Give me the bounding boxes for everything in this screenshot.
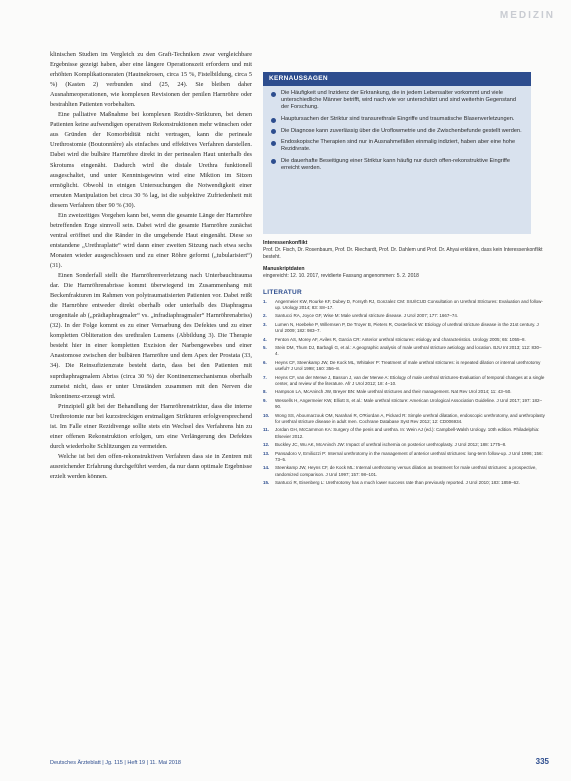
left-text-column [50, 50, 252, 482]
key-points-box [263, 72, 531, 234]
reference-text: Santucci RA, Joyce GF, Wise M: Male urethral stricture disease. J Urol 2007; 177: 1667–74. [275, 313, 459, 319]
reference-text: Heyns CF, van der Merwe J, Basson J, van der Merwe A: Etiology of male urethral strictures-Evaluation of temporal changes at a single center, and review of the literature. Afr J Urol 2012; 18: 4–10. [275, 374, 545, 386]
reference-item [263, 375, 545, 388]
reference-text: Lumen N, Hoebeke P, Willemsen P, De Troyer B, Pieters R, Oosterlinck W: Etiology of urethral stricture disease in the 21st century. J Urol 2009; 182: 983–7. [275, 321, 539, 334]
key-point-item [271, 116, 525, 123]
reference-text: Pansadoro V, Emiliozzi P: Internal urethrotomy in the management of anterior urethral strictures: long-term follow-up. J Urol 1996; 156: 73–5. [275, 450, 543, 462]
body-paragraph: Welche ist bei den offen-rekonstruktiven Verfahren dass sie in Zentren mit ausreichender Erfahrung durchgeführt werden, da nur dann optimale Ergebnisse erzielt werden können. [50, 452, 252, 480]
reference-text: Steenkamp JW, Heyns CF, de Kock ML: Internal urethrotomy versus dilation as treatment for male urethral strictures: a prospective, randomized comparison. J Urol 1997; 157: 98–101. [275, 465, 537, 477]
reference-list [263, 299, 545, 487]
body-paragraph: Einen Sonderfall stellt die Harnröhrenverletzung nach Unterbauchtrauma dar. Die Harnröhrenabrisse kommt überwiegend im Zusammenhang mit Beckenfrakturen im Rahmen von polytraumatisierten Patienten vor. Dabei reißt die Harnröhre entweder direkt oberhalb oder unterhalb des Diaphragma urogenitale ab („prädiaphragmaler“ vs. „infradiaphragmaler“ Harnröhrenabriss) (32). In der Folge kommt es zu einer Vernarbung des Defektes und zu einer kompletten Obliteration des urethralen Lumens (Abbildung 3). Die Therapie besteht hier in einer kompletten Exzision der Narbengewebes und einer Anastomose zwischen der bulbären Harnröhre und dem Apex der Prostata (33, 34). Die Reinsufizienzrate besteht darin, dass bei den Patienten mit suprdiaphragmalem Abriss (circa 30 %) der Kontinenzmechanismus oberhalb zumeist nicht, dass er unter Umständen zusammen mit den Nerven die Inkontinenz-erzeugt wird. [50, 272, 252, 400]
reference-text: Heyns CF, Steenkamp JW, De Kock ML, Whitaker P: Treatment of male urethral strictures: is repeated dilation or internal urethrotomy useful? J Urol 1998; 160: 356–8. [275, 359, 541, 372]
reference-text: Buckley JC, Wu AK, McAninch JW: Impact of urethral ischemia on posterior urethroplasty. J Urol 2012; 188: 1775–8. [275, 442, 507, 448]
bullet-icon [271, 129, 276, 134]
manuscript-text: eingereicht: 12. 10. 2017, revidierte Fassung angenommen: 5. 2. 2018 [263, 273, 419, 279]
key-point-item [271, 90, 525, 112]
page-number: 335 [535, 757, 549, 766]
reference-item [263, 413, 545, 426]
reference-number: 12. [263, 442, 270, 448]
reference-number: 10. [263, 412, 270, 418]
reference-item [263, 427, 545, 440]
reference-number: 9. [263, 397, 267, 403]
reference-number: 1. [263, 298, 267, 304]
reference-number: 14. [263, 465, 270, 471]
body-paragraph: Eine palliative Maßnahme bei komplexen Rezidiv-Strikturen, bei denen Patienten keine aufwendigen operativen Rekonstruktionen mehr wünschen oder aus Gründen der Komorbidität nicht vertragen, kann die perineale Urethrostomie (Boutonnière) als einfaches und effektives Verfahren darstellen. Dabei wird die bulbäre Harnröhre direkt in der perinealen Haut unterhalb des Skrotums eingenäht. Dadurch wird die distale Urethra funktionell ausgeschaltet, und unter Kenntnisgewinn wird eine Miktion im Sitzen ermöglicht. Obwohl in einigen Untersuchungen die Notwendigkeit einer erneuten Manipulation bei circa 30 % lag, ist die subjektive Zufriedenheit mit diesem Verfahren über 90 % (30). [50, 111, 252, 209]
bullet-icon [271, 141, 276, 146]
manuscript-heading: Manuskriptdaten [263, 266, 305, 272]
conflict-heading: Interessenkonflikt [263, 240, 308, 246]
reference-item [263, 299, 545, 312]
reference-item [263, 465, 545, 478]
reference-number: 5. [263, 345, 267, 351]
reference-text: Wessells H, Angermeier KW, Elliott S, et al.: Male urethral stricture: American Urological Association Guideline. J Urol 2017; 197: 182–90. [275, 397, 543, 410]
reference-number: 2. [263, 313, 267, 319]
reference-item [263, 480, 545, 486]
journal-citation: Deutsches Ärzteblatt | Jg. 115 | Heft 19 | 11. Mai 2018 [50, 760, 181, 766]
key-point-text: Die Häufigkeit und Inzidenz der Erkrankung, die in jedem Lebensalter vorkommt und viele unterschiedliche Männer betrifft, wird nach wie vor unterschätzt und sind weiterhin Gegenstand der Forschung. [281, 90, 516, 111]
bullet-icon [271, 92, 276, 97]
reference-text: Santucci R, Eisenberg L: Urethrotomy has a much lower success rate than previously reported. J Urol 2010; 183: 1859–62. [275, 480, 520, 486]
body-paragraph: Prinzipiell gilt bei der Behandlung der Harnröhrenstriktur, dass die interne Urethrotomie nur bei kurzstreckigen erstmaligen Strikturen erfolgversprechend ist. Im Falle einer Rezidivenge sollte stets ein Wechsel des Verfahrens hin zu einer offenen Rekonstruktion erfolgen, um eine Verlängerung des Defektes durch wiederholte Schlitzungen zu vermeiden. [50, 402, 252, 450]
reference-item [263, 360, 545, 373]
reference-number: 8. [263, 389, 267, 395]
reference-number: 11. [263, 427, 270, 433]
reference-text: Wong SS, Aboumarzouk OM, Narahari R, O'Riordan A, Pickard R: Simple urethral dilatation, endoscopic urethrotomy, and urethroplasty for urethral stricture disease in adult men. Cochrane Database Syst Rev 2012; 12: CD006934. [275, 412, 545, 424]
page-footer [50, 757, 549, 767]
reference-item [263, 337, 545, 343]
key-points-title: KERNAUSSAGEN [263, 72, 531, 86]
reference-number: 4. [263, 336, 267, 342]
conflict-of-interest [263, 240, 545, 280]
reference-item [263, 322, 545, 335]
key-point-text: Die Diagnose kann zuverlässig über die Uroflowmetrie und die Zwischenbefunde gestellt werden. [281, 127, 522, 134]
reference-text: Hampson LA, McAninch JW, Breyer BN: Male urethral strictures and their management. Nat Rev Urol 2014; 11: 43–50. [275, 389, 512, 395]
reference-text: Angermeier KW, Rourke KF, Dubey D, Forsyth RJ, Gonzalez CM: SIU/ICUD Consultation on Urethral Strictures: Evaluation and follow-up. Urology 2014; 83: S8–17. [275, 298, 543, 310]
reference-item [263, 313, 545, 319]
reference-item [263, 398, 545, 411]
reference-item [263, 442, 545, 448]
reference-text: Fenton AS, Morey AF, Aviles R, Garcia CR: Anterior urethral strictures: etiology and characteristics. Urology 2005; 65: 1055–8. [275, 336, 526, 342]
bullet-icon [271, 118, 276, 123]
key-point-text: Hauptursachen der Striktur sind transurethrale Eingriffe und traumatische Blasenverletzungen. [281, 116, 515, 122]
reference-number: 3. [263, 321, 267, 327]
reference-item [263, 451, 545, 464]
key-point-item [271, 158, 525, 172]
key-points-list [263, 90, 531, 172]
reference-number: 15. [263, 480, 270, 486]
section-header: MEDIZIN [499, 10, 555, 21]
reference-text: Jordan GH, McCammon KA: Surgery of the penis and urethra. In: Wein AJ (ed.): Campbell-Walsh Urology. 10th edition. Philadelphia: Elsevier 2012. [275, 427, 540, 439]
reference-number: 13. [263, 450, 270, 456]
reference-text: Stein DM, Thum DJ, Barbagli G, et al.: A geographic analysis of male urethral stricture aetiology and location. BJU Int 2013; 112: 830–4. [275, 345, 542, 357]
conflict-text: Prof. Dr. Fisch, Dr. Rosenbaum, Prof. Dr. Riechardt, Prof. Dr. Dahlem und Prof. Dr. Ahyai erklären, dass kein Interessenkonflikt besteht. [263, 247, 543, 260]
key-point-item [271, 139, 525, 153]
key-point-text: Endoskopische Therapien sind nur in Ausnahmefällen einmalig indiziert, haben aber eine hohe Rezidivrate. [281, 139, 516, 153]
body-paragraph: Ein zweizeitiges Vorgehen kann bei, wenn die gesamte Länge der Harnröhre betreffenden Enge sinnvoll sein. Dabei wird die gesamte Harnröhre zunächst ventral eröffnet und die Ränder in die umgebende Haut eingenäht. Diese so entstandene „Urethraplatte“ wird dann einer zweiten Sitzung nach etwa sechs Monaten wieder ausgeschlossen und zu einer Röhre geformt („tubularisiert“) (31). [50, 211, 252, 269]
key-point-text: Die dauerhafte Beseitigung einer Striktur kann häufig nur durch offen-rekonstruktive Eingriffe erreicht werden. [281, 157, 510, 172]
right-column [263, 72, 545, 489]
bullet-icon [271, 159, 276, 164]
reference-item [263, 345, 545, 358]
reference-number: 6. [263, 359, 267, 365]
reference-number: 7. [263, 374, 267, 380]
body-paragraph: klinischen Studien im Vergleich zu den Graft-Techniken zwar vergleichbare Ergebnisse gezeigt haben, aber eine längere Operationszeit erfordern und mit erhöhten Komplikationsraten (Hautnekrosen, circa 15 %, Fistelbildung, circa 5 %) (Kasten 2) verbunden sind (25, 24). Sie bleiben daher Ausnahmeoperationen, wie komplexen Revisionen der penilen Harnröhre oder bestrahlten Patienten vorbehalten. [50, 51, 252, 109]
key-point-item [271, 128, 525, 135]
reference-item [263, 389, 545, 395]
literature-title: LITERATUR [263, 288, 303, 296]
